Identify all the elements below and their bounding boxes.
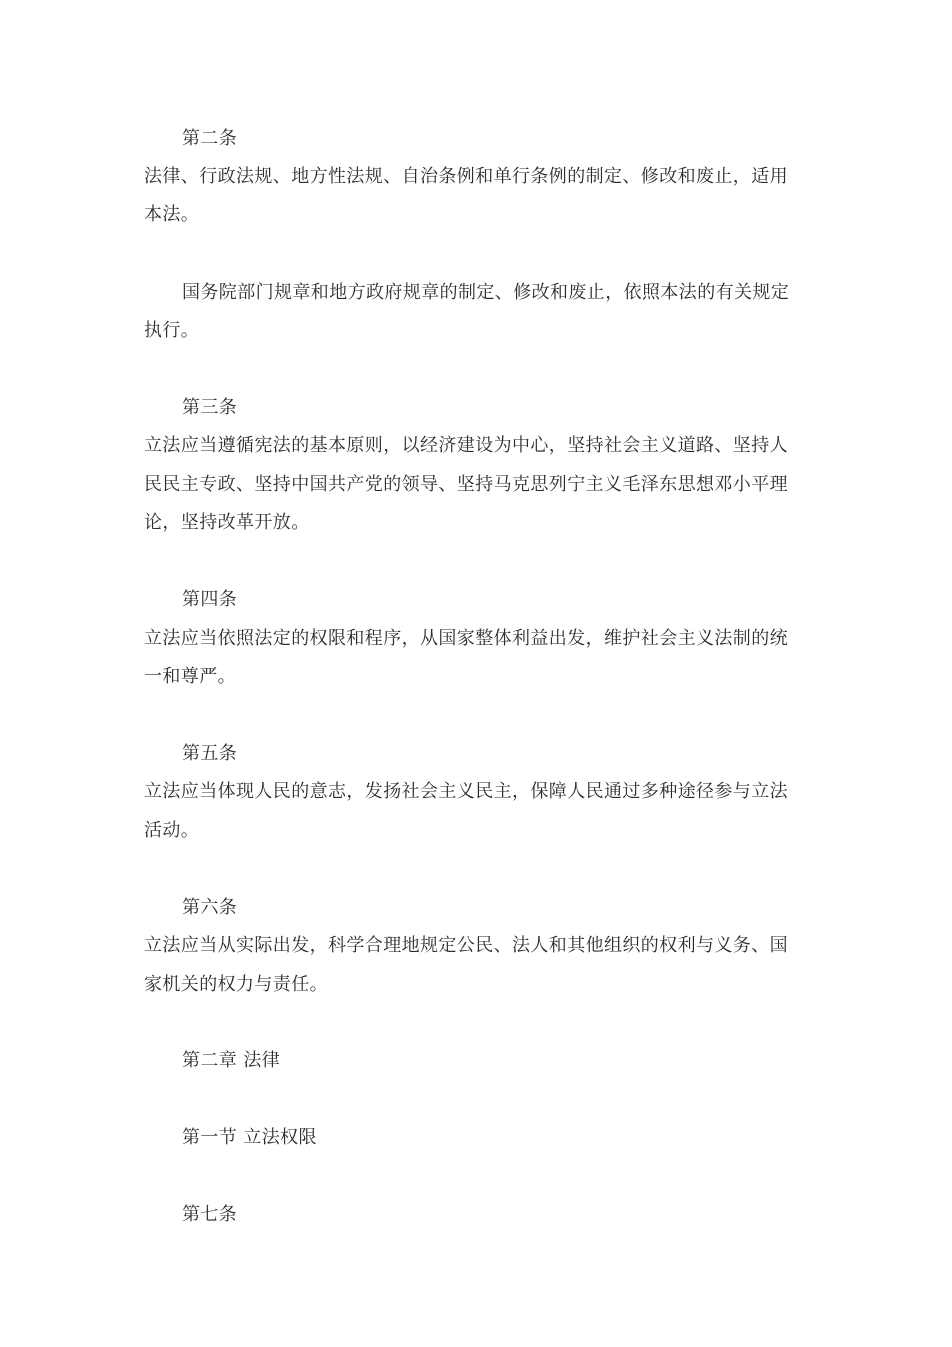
section-1-heading: 第一节 立法权限 [182, 1127, 317, 1148]
article-4-heading: 第四条 [182, 589, 238, 610]
article-4-text-line-1: 立法应当依照法定的权限和程序，从国家整体利益出发，维护社会主义法制的统 [144, 628, 788, 649]
article-5-text-line-1: 立法应当体现人民的意志，发扬社会主义民主，保障人民通过多种途径参与立法 [144, 781, 788, 802]
article-6-text-line-2: 家机关的权力与责任。 [144, 974, 328, 995]
article-4-text-line-2: 一和尊严。 [144, 666, 236, 687]
article-2-heading: 第二条 [182, 128, 238, 149]
article-2-paragraph-2-line-1: 国务院部门规章和地方政府规章的制定、修改和废止，依照本法的有关规定 [182, 282, 790, 303]
article-3-heading: 第三条 [182, 397, 238, 418]
article-2-text-line-2: 本法。 [144, 204, 200, 225]
article-3-text-line-3: 论，坚持改革开放。 [144, 512, 310, 533]
article-3-text-line-1: 立法应当遵循宪法的基本原则，以经济建设为中心，坚持社会主义道路、坚持人 [144, 435, 788, 456]
article-5-heading: 第五条 [182, 743, 238, 764]
article-2-text-line-1: 法律、行政法规、地方性法规、自治条例和单行条例的制定、修改和废止，适用 [144, 166, 788, 187]
article-6-text-line-1: 立法应当从实际出发，科学合理地规定公民、法人和其他组织的权利与义务、国 [144, 935, 788, 956]
article-6-heading: 第六条 [182, 897, 238, 918]
article-7-heading: 第七条 [182, 1204, 238, 1225]
chapter-2-heading: 第二章 法律 [182, 1050, 281, 1071]
article-5-text-line-2: 活动。 [144, 820, 200, 841]
article-3-text-line-2: 民民主专政、坚持中国共产党的领导、坚持马克思列宁主义毛泽东思想邓小平理 [144, 474, 788, 495]
article-2-paragraph-2-line-2: 执行。 [144, 320, 200, 341]
